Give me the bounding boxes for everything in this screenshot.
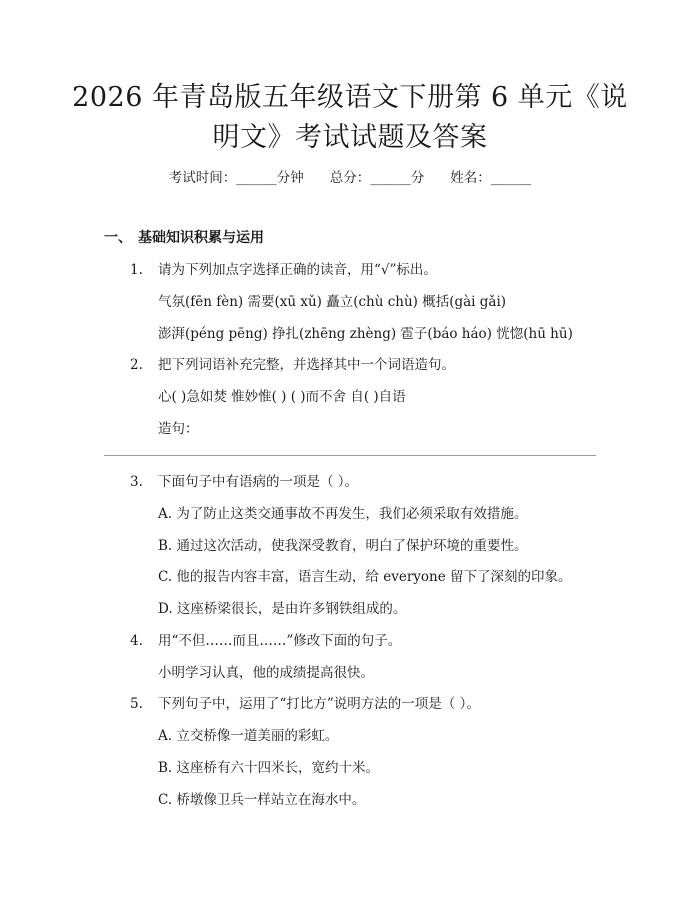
answer-line: [104, 455, 596, 456]
question-3-option-b: B. 通过这次活动，使我深受教育，明白了保护环境的重要性。: [158, 538, 528, 554]
question-1-pinyin-line-2: 澎湃(péng pēng) 挣扎(zhēng zhèng) 雹子(báo háo) 恍惚(hū hū): [158, 326, 573, 342]
question-1-text: 请为下列加点字选择正确的读音，用“√”标出。: [158, 262, 437, 278]
section-number: 一、: [104, 230, 132, 246]
question-2-idioms: 心( )急如焚 惟妙惟( ) ( )而不舍 自( )自语: [158, 389, 406, 405]
question-2-sentence-label: 造句：: [158, 421, 199, 437]
question-5-text: 下列句子中，运用了“打比方”说明方法的一项是（ ）。: [158, 696, 480, 712]
question-2-text: 把下列词语补充完整，并选择其中一个词语造句。: [158, 357, 455, 373]
exam-title: [60, 78, 640, 158]
question-4-text: 用“不但……而且……”修改下面的句子。: [158, 633, 402, 649]
question-5-option-c: C. 桥墩像卫兵一样站立在海水中。: [158, 792, 366, 808]
question-3-text: 下面句子中有语病的一项是（ ）。: [158, 474, 359, 490]
question-3-option-a: A. 为了防止这类交通事故不再发生，我们必须采取有效措施。: [158, 506, 528, 522]
question-5-option-b: B. 这座桥有六十四米长，宽约十米。: [158, 760, 380, 776]
title-line-1: 2026 年青岛版五年级语文下册第 6 单元《说: [72, 82, 628, 113]
title-line-2: 明文》考试试题及答案: [212, 122, 488, 153]
section-heading-1: [104, 228, 264, 248]
student-name-field: 姓名：______: [450, 170, 532, 186]
question-1-pinyin-line-1: 气氛(fēn fèn) 需要(xū xǔ) 矗立(chù chù) 概括(gài gǎi): [158, 294, 507, 310]
question-5-option-a: A. 立交桥像一道美丽的彩虹。: [158, 728, 339, 744]
total-score-field: 总分：______分: [329, 170, 425, 186]
question-number-1: 1.: [130, 262, 143, 278]
question-number-5: 5.: [130, 696, 143, 712]
question-number-2: 2.: [130, 357, 143, 373]
question-4-sentence: 小明学习认真，他的成绩提高很快。: [158, 665, 374, 681]
question-3-option-c: C. 他的报告内容丰富，语言生动，给 everyone 留下了深刻的印象。: [158, 569, 572, 585]
question-number-3: 3.: [130, 474, 143, 490]
question-number-4: 4.: [130, 633, 143, 649]
exam-time-field: 考试时间：______分钟: [168, 170, 304, 186]
section-title: 基础知识积累与运用: [138, 230, 264, 246]
exam-meta: [0, 168, 700, 188]
question-3-option-d: D. 这座桥梁很长，是由许多钢铁组成的。: [158, 601, 407, 617]
